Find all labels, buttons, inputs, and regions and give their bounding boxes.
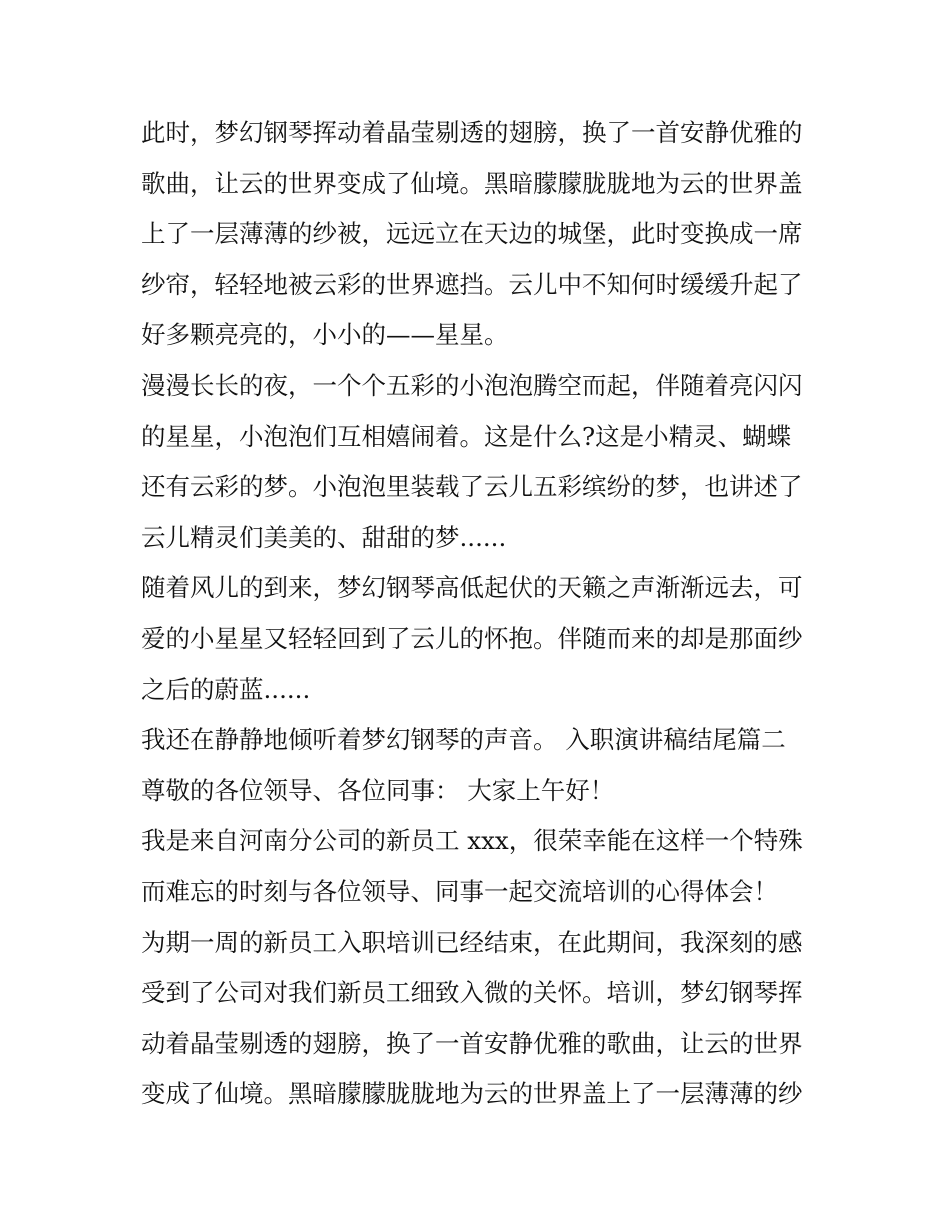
text-line: 尊敬的各位领导、各位同事： 大家上午好！ [141,775,615,805]
text-line: 之后的蔚蓝...... [141,674,311,704]
body-text [141,108,816,1120]
text-line: 我还在静静地倾听着梦幻钢琴的声音。 入职演讲稿结尾篇二 [141,725,786,755]
text-line: 爱的小星星又轻轻回到了云儿的怀抱。伴随而来的却是那面纱 [141,623,803,653]
text-line: 上了一层薄薄的纱被，远远立在天边的城堡，此时变换成一席 [141,219,803,249]
text-line: 而难忘的时刻与各位领导、同事一起交流培训的心得体会！ [141,876,778,906]
text-line: 受到了公司对我们新员工细致入微的关怀。培训，梦幻钢琴挥 [141,978,803,1008]
text-line: 漫漫长长的夜，一个个五彩的小泡泡腾空而起，伴随着亮闪闪 [141,370,803,400]
text-line: 随着风儿的到来，梦幻钢琴高低起伏的天籁之声渐渐远去，可 [141,573,803,603]
text-line: 歌曲，让云的世界变成了仙境。黑暗朦朦胧胧地为云的世界盖 [141,168,803,198]
text-line: 动着晶莹剔透的翅膀，换了一首安静优雅的歌曲，让云的世界 [141,1028,803,1058]
text-line: 纱帘，轻轻地被云彩的世界遮挡。云儿中不知何时缓缓升起了 [141,269,803,299]
text-line: 好多颗亮亮的，小小的——星星。 [141,320,509,350]
text-line: 还有云彩的梦。小泡泡里装载了云儿五彩缤纷的梦，也讲述了 [141,472,803,502]
text-line: 为期一周的新员工入职培训已经结束，在此期间，我深刻的感 [141,927,803,957]
text-line: 的星星，小泡泡们互相嬉闹着。这是什么?这是小精灵、蝴蝶 [141,421,792,451]
text-line: 云儿精灵们美美的、甜甜的梦...... [141,522,507,552]
text-line: 我是来自河南分公司的新员工 xxx，很荣幸能在这样一个特殊 [141,826,803,856]
text-line: 变成了仙境。黑暗朦朦胧胧地为云的世界盖上了一层薄薄的纱 [141,1079,803,1109]
text-line: 此时，梦幻钢琴挥动着晶莹剔透的翅膀，换了一首安静优雅的 [141,118,803,147]
